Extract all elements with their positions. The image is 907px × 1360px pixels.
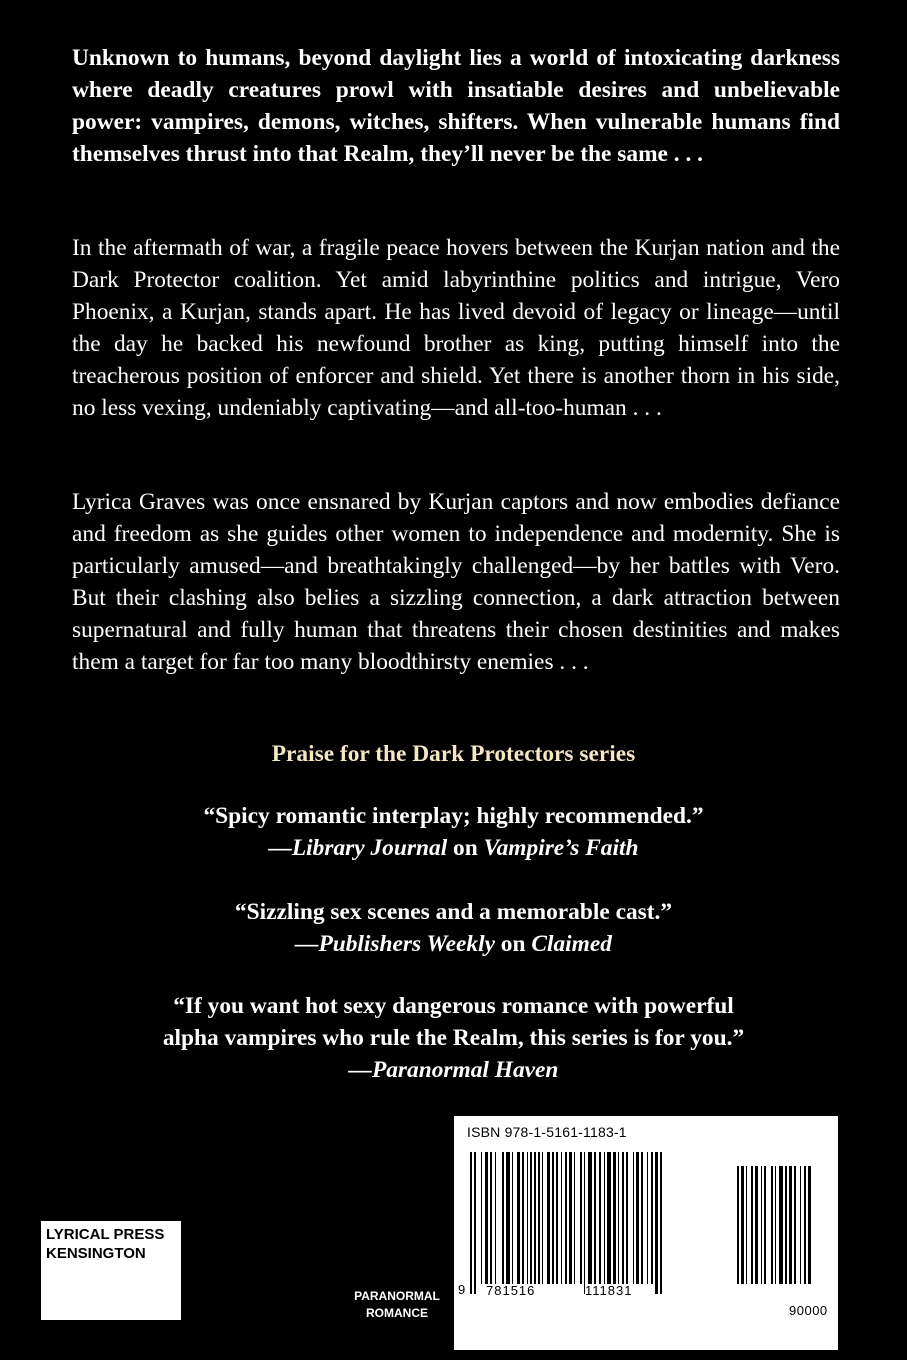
hook-paragraph: Unknown to humans, beyond daylight lies a world of intoxicating darkness where deadly creatures prowl with insatiable desires and unbelievable power: vampires, demons, witches, shifters. When vulnerable humans find themselves thrust into that Realm, they’ll never be the same . . . [72,45,840,167]
quote-source: Paranormal Haven [371,1057,559,1083]
genre-label [347,1288,447,1322]
quote-on: on [494,931,532,957]
quote-dash: — [348,1057,372,1083]
quote-text-line-2: alpha vampires who rule the Realm, this series is for you.” [162,1025,745,1051]
barcode-addon-bars-icon [737,1166,829,1292]
synopsis-paragraph-1: In the aftermath of war, a fragile peace hovers between the Kurjan nation and the Dark Protector coalition. Yet amid labyrinthine politics and intrigue, Vero Phoenix, a Kurjan, stands apart. He has lived devoid of legacy or lineage—until the day he backed his newfound brother as king, putting himself into the treacherous position of enforcer and shield. Yet there is another thorn in his side, no less vexing, undeniably captivating—and all-too-human . . . [72,235,840,421]
synopsis-paragraph-2: Lyrica Graves was once ensnared by Kurjan captors and now embodies defiance and freedom as she guides other women to independence and modernity. She is particularly amused—and breathtakingly challenged—by her battles with Vero. But their clashing also belies a sizzling connection, a dark attraction between supernatural and fully human that threatens their chosen destinities and makes them a target for far too many bloodthirsty enemies . . . [72,489,840,675]
quote-text-line-1: “If you want hot sexy dangerous romance with powerful [173,993,734,1019]
quote-attribution [0,928,907,960]
review-quote [0,990,907,1086]
quote-source: Library Journal [291,835,448,861]
isbn-label: ISBN 978-1-5161-1183-1 [467,1124,627,1140]
quote-attribution [0,832,907,864]
publisher-logo [41,1221,181,1320]
review-quote [0,896,907,960]
quote-text: “Spicy romantic interplay; highly recommended.” [203,803,704,829]
quote-book-title: Vampire’s Faith [483,835,639,861]
barcode-left-digits: 781516 [486,1283,536,1298]
isbn-barcode [454,1116,838,1350]
barcode-right-digits: 111831 [585,1283,633,1298]
quote-dash: — [268,835,292,861]
praise-heading: Praise for the Dark Protectors series [271,741,636,767]
quote-source: Publishers Weekly [318,931,495,957]
quote-on: on [447,835,484,861]
quote-dash: — [295,931,319,957]
publisher-line-2: KENSINGTON [46,1245,146,1262]
publisher-line-1: LYRICAL PRESS [46,1226,165,1243]
genre-line-1: PARANORMAL [354,1289,440,1303]
quote-book-title: Claimed [531,931,612,957]
barcode-addon-digits: 90000 [789,1303,828,1318]
genre-line-2: ROMANCE [366,1306,428,1320]
barcode-bars-icon [470,1152,720,1298]
barcode-lead-digit: 9 [458,1282,466,1297]
quote-text: “Sizzling sex scenes and a memorable cast.” [234,899,673,925]
quote-attribution [0,1054,907,1086]
review-quote [0,800,907,864]
